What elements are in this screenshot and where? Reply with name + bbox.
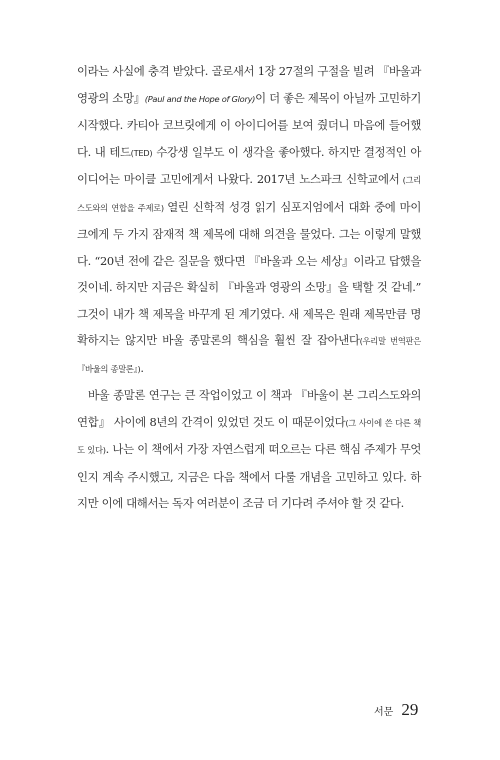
paragraph-1 <box>77 58 421 382</box>
section-label: 서문 <box>374 707 394 718</box>
english-title-note: (Paul and the Hope of Glory) <box>144 93 256 104</box>
paragraph-1-text-c: 수강생 일부도 이 생각을 좋아했다. 하지만 결정적인 아이디어는 마이클 고민에게서 나왔다. 2017년 노스파크 신학교에서 <box>77 144 421 186</box>
paragraph-2-text-b: . 나는 이 책에서 가장 자연스럽게 떠오르는 다른 핵심 주제가 무엇인지 계속 주시했고, 지금은 다음 책에서 다룰 개념을 고민하고 있다. 하지만 이에 대해서는 독자 여러분이 조금 더 기다려 주셔야 할 것 같다. <box>77 442 421 510</box>
page-number: 29 <box>401 700 419 719</box>
paragraph-1-text-b: 이 더 좋은 제목이 아닐까 고민하기 시작했다. 카티아 코브릿에게 이 아이디어를 보여 줬더니 마음에 들어했다. 내 테드 <box>77 90 421 159</box>
ted-note: (TED) <box>130 147 153 158</box>
korean-edition-note: (우리말 번역판은 『바울의 종말론』) <box>77 336 421 374</box>
other-books-note: (그 사이에 쓴 다른 책도 있다) <box>77 417 421 455</box>
page-footer <box>374 700 418 720</box>
paragraph-1-text-d: 열린 신학적 성경 읽기 심포지엄에서 대화 중에 마이크에게 두 가지 잠재적 책 제목에 대해 의견을 물었다. 그는 이렇게 말했다. “20년 전에 같은 질문을 했다면 『바울과 오는 세상』이라고 답했을 것이네. 하지만 지금은 확실히 『바울과 영광의 소망』을 택할 것 같네.” 그것이 내가 책 제목을 바꾸게 된 계기였다. 새 제목은 원래 제목만큼 명확하지는 않지만 바울 종말론의 핵심을 훨씬 잘 잡아낸다 <box>77 199 421 347</box>
body-text <box>77 58 421 517</box>
paragraph-2 <box>77 382 421 517</box>
symposium-theme-note: (그리스도와의 연합을 주제로) <box>77 175 421 213</box>
paragraph-2-text-a: 바울 종말론 연구는 큰 작업이었고 이 책과 『바울이 본 그리스도와의 연합』 사이에 8년의 간격이 있었던 것도 이 때문이었다 <box>77 388 421 429</box>
paragraph-1-text-a: 이라는 사실에 충격 받았다. 골로새서 1장 27절의 구절을 빌려 『바울과 영광의 소망』 <box>77 64 421 105</box>
paragraph-1-text-e: . <box>140 360 144 375</box>
